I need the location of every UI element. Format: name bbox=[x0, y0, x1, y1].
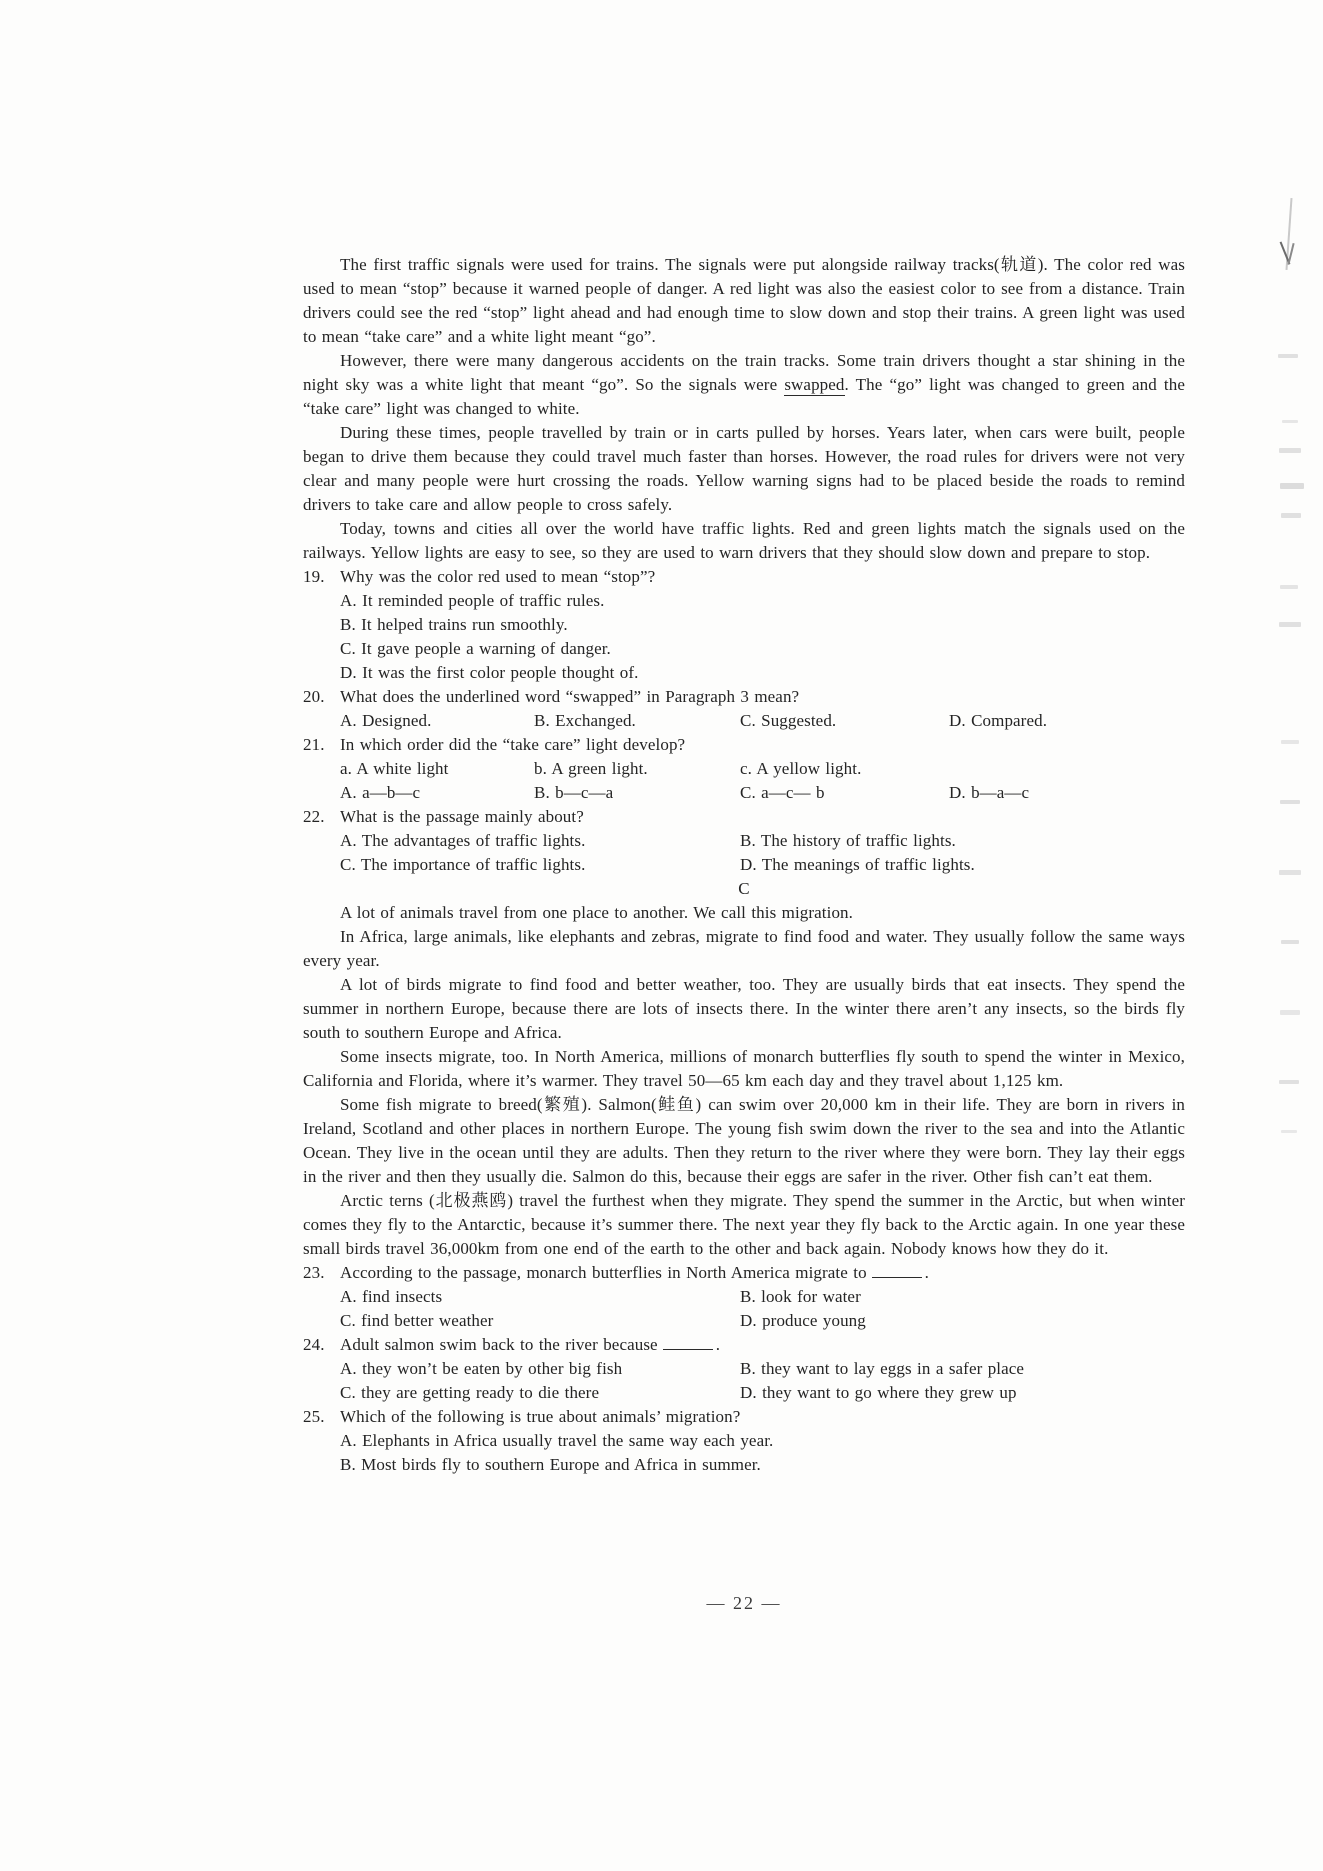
scan-artifact bbox=[1282, 420, 1298, 423]
passage-c-paragraph-6: Arctic terns (北极燕鸥) travel the furthest when they migrate. They spend the summer in the Arctic, but when winter comes they fly to the Antarctic, because it’s summer there. The next year they fly back to the Arctic again. In one year these small birds travel 36,000km from one end of the earth to the other and back again. Nobody knows how they do it. bbox=[303, 1191, 1185, 1258]
question-25-option-a: A. Elephants in Africa usually travel the same way each year. bbox=[340, 1431, 774, 1450]
question-20-stem bbox=[303, 685, 1185, 709]
question-text: Why was the color red used to mean “stop”? bbox=[340, 567, 656, 586]
question-19-option-c: C. It gave people a warning of danger. bbox=[340, 639, 611, 658]
question-21-stem bbox=[303, 733, 1185, 757]
question-25-stem bbox=[303, 1405, 1185, 1429]
question-24-option-d: D. they want to go where they grew up bbox=[740, 1383, 1017, 1402]
passage-c-paragraph-5: Some fish migrate to breed(繁殖). Salmon(鲑鱼) can swim over 20,000 km in their life. They are born in rivers in Ireland, Scotland and other places in northern Europe. The young fish swim down the river to the sea and into the Atlantic Ocean. They live in the ocean until they are adults. Then they return to the river where they were born. They lay their eggs in the river and then they usually die. Salmon do this, because their eggs are safer in the river. Other fish can’t eat them. bbox=[303, 1095, 1185, 1186]
scan-artifact bbox=[1281, 513, 1301, 518]
scan-artifact bbox=[1285, 198, 1292, 270]
passage-c-paragraph-3: A lot of birds migrate to find food and better weather, too. They are usually birds that eat insects. They spend the summer in northern Europe, because there are lots of insects there. In the winter there aren’t any insects, so the birds fly south to southern Europe and Africa. bbox=[303, 975, 1185, 1042]
question-text: . bbox=[715, 1335, 721, 1354]
scan-artifact bbox=[1281, 740, 1299, 744]
question-number: 25. bbox=[303, 1407, 325, 1426]
question-24-option-a: A. they won’t be eaten by other big fish bbox=[340, 1359, 623, 1378]
page-number: — 22 — bbox=[706, 1593, 782, 1613]
passage-b-paragraph-2 bbox=[303, 349, 1185, 421]
question-21-sub-items bbox=[303, 757, 1185, 781]
paragraph-text: . The “go” light was changed to green and the “take care” light was changed to white. bbox=[303, 375, 1186, 418]
question-23-option-c: C. find better weather bbox=[340, 1311, 494, 1330]
scan-artifact bbox=[1280, 585, 1298, 589]
scan-artifact bbox=[1279, 622, 1301, 627]
question-20 bbox=[303, 685, 1185, 733]
passage-b-paragraph-4: Today, towns and cities all over the world have traffic lights. Red and green lights match the signals used on the railways. Yellow lights are easy to see, so they are used to warn drivers that they should slow down and prepare to stop. bbox=[303, 519, 1185, 562]
question-22-option-c: C. The importance of traffic lights. bbox=[340, 855, 586, 874]
question-24 bbox=[303, 1333, 1185, 1405]
scan-artifact bbox=[1281, 1130, 1297, 1133]
scan-artifact bbox=[1280, 800, 1300, 804]
question-20-option-b: B. Exchanged. bbox=[534, 711, 636, 730]
question-23-option-a: A. find insects bbox=[340, 1287, 443, 1306]
underlined-word-swapped: swapped bbox=[784, 375, 845, 394]
question-25-option-b: B. Most birds fly to southern Europe and Africa in summer. bbox=[340, 1455, 761, 1474]
question-number: 21. bbox=[303, 735, 325, 754]
question-21-options bbox=[303, 781, 1185, 805]
exam-text-block bbox=[303, 253, 1185, 1477]
question-19-option-b: B. It helped trains run smoothly. bbox=[340, 615, 568, 634]
scan-artifact bbox=[1279, 1080, 1299, 1084]
question-19-option-a: A. It reminded people of traffic rules. bbox=[340, 591, 605, 610]
question-number: 22. bbox=[303, 807, 325, 826]
question-20-option-d: D. Compared. bbox=[949, 711, 1048, 730]
question-text: According to the passage, monarch butterflies in North America migrate to bbox=[340, 1263, 867, 1282]
question-23-stem bbox=[303, 1261, 1185, 1285]
question-24-options-row-1 bbox=[303, 1357, 1185, 1381]
question-22-option-b: B. The history of traffic lights. bbox=[740, 831, 956, 850]
question-number: 24. bbox=[303, 1335, 325, 1354]
question-text: Adult salmon swim back to the river because bbox=[340, 1335, 658, 1354]
question-text: In which order did the “take care” light develop? bbox=[340, 735, 686, 754]
question-text: What is the passage mainly about? bbox=[340, 807, 584, 826]
passage-c-section-label: C bbox=[738, 879, 750, 898]
question-19 bbox=[303, 565, 1185, 685]
question-number: 20. bbox=[303, 687, 325, 706]
scan-artifact bbox=[1280, 1010, 1300, 1015]
passage-c-paragraph-1: A lot of animals travel from one place to another. We call this migration. bbox=[340, 903, 854, 922]
question-22-options-row-2 bbox=[303, 853, 1185, 877]
answer-blank bbox=[872, 1273, 922, 1278]
question-23-option-b: B. look for water bbox=[740, 1287, 861, 1306]
question-23-option-d: D. produce young bbox=[740, 1311, 866, 1330]
answer-blank bbox=[663, 1345, 713, 1350]
question-24-option-c: C. they are getting ready to die there bbox=[340, 1383, 600, 1402]
passage-b-paragraph-1: The first traffic signals were used for trains. The signals were put alongside railway tracks(轨道). The color red was used to mean “stop” because it warned people of danger. A red light was also the easiest color to see from a distance. Train drivers could see the red “stop” light ahead and had enough time to slow down and stop their trains. A green light was used to mean “take care” and a white light meant “go”. bbox=[303, 255, 1185, 346]
question-21-item-b: b. A green light. bbox=[534, 759, 648, 778]
passage-b-paragraph-3: During these times, people travelled by train or in carts pulled by horses. Years later, when cars were built, people began to drive them because they could travel much faster than horses. However, the road rules for drivers were not very clear and many people were hurt crossing the roads. Yellow warning signs had to be placed beside the roads to remind drivers to take care and allow people to cross safely. bbox=[303, 423, 1185, 514]
question-23-options-row-2 bbox=[303, 1309, 1185, 1333]
question-20-option-a: A. Designed. bbox=[340, 711, 432, 730]
question-number: 23. bbox=[303, 1263, 325, 1282]
question-20-option-c: C. Suggested. bbox=[740, 711, 837, 730]
question-24-stem bbox=[303, 1333, 1185, 1357]
scan-artifact bbox=[1279, 448, 1301, 453]
question-21-item-a: a. A white light bbox=[340, 759, 449, 778]
question-24-options-row-2 bbox=[303, 1381, 1185, 1405]
question-22-stem bbox=[303, 805, 1185, 829]
question-22-option-d: D. The meanings of traffic lights. bbox=[740, 855, 975, 874]
passage-c-paragraph-4: Some insects migrate, too. In North America, millions of monarch butterflies fly south to spend the winter in Mexico, California and Florida, where it’s warmer. They travel 50—65 km each day and they travel about 1,125 km. bbox=[303, 1047, 1185, 1090]
question-22-option-a: A. The advantages of traffic lights. bbox=[340, 831, 586, 850]
question-23-options-row-1 bbox=[303, 1285, 1185, 1309]
scan-artifact bbox=[1287, 243, 1294, 265]
scan-artifact bbox=[1281, 940, 1299, 944]
question-21-option-c: C. a—c— b bbox=[740, 783, 825, 802]
question-19-stem bbox=[303, 565, 1185, 589]
question-23 bbox=[303, 1261, 1185, 1333]
question-25 bbox=[303, 1405, 1185, 1477]
scan-artifact bbox=[1280, 241, 1291, 264]
question-21-option-b: B. b—c—a bbox=[534, 783, 614, 802]
question-20-options bbox=[303, 709, 1185, 733]
question-number: 19. bbox=[303, 567, 325, 586]
scan-artifact bbox=[1279, 870, 1301, 875]
paragraph-text: However, there were many dangerous accidents on the train tracks. Some train drivers thought a star shining in the night sky was a white light that meant “go”. So the signals were bbox=[303, 351, 1185, 394]
question-text: . bbox=[924, 1263, 930, 1282]
question-24-option-b: B. they want to lay eggs in a safer place bbox=[740, 1359, 1025, 1378]
question-21-option-d: D. b—a—c bbox=[949, 783, 1030, 802]
question-21 bbox=[303, 733, 1185, 805]
question-text: What does the underlined word “swapped” in Paragraph 3 mean? bbox=[340, 687, 800, 706]
passage-c-paragraph-2: In Africa, large animals, like elephants and zebras, migrate to find food and water. They usually follow the same ways every year. bbox=[303, 927, 1185, 970]
question-22 bbox=[303, 805, 1185, 877]
scan-artifact bbox=[1278, 354, 1298, 358]
question-21-item-c: c. A yellow light. bbox=[740, 759, 862, 778]
question-text: Which of the following is true about animals’ migration? bbox=[340, 1407, 741, 1426]
question-22-options-row-1 bbox=[303, 829, 1185, 853]
question-21-option-a: A. a—b—c bbox=[340, 783, 421, 802]
question-19-option-d: D. It was the first color people thought of. bbox=[340, 663, 639, 682]
scan-artifact bbox=[1280, 483, 1304, 489]
